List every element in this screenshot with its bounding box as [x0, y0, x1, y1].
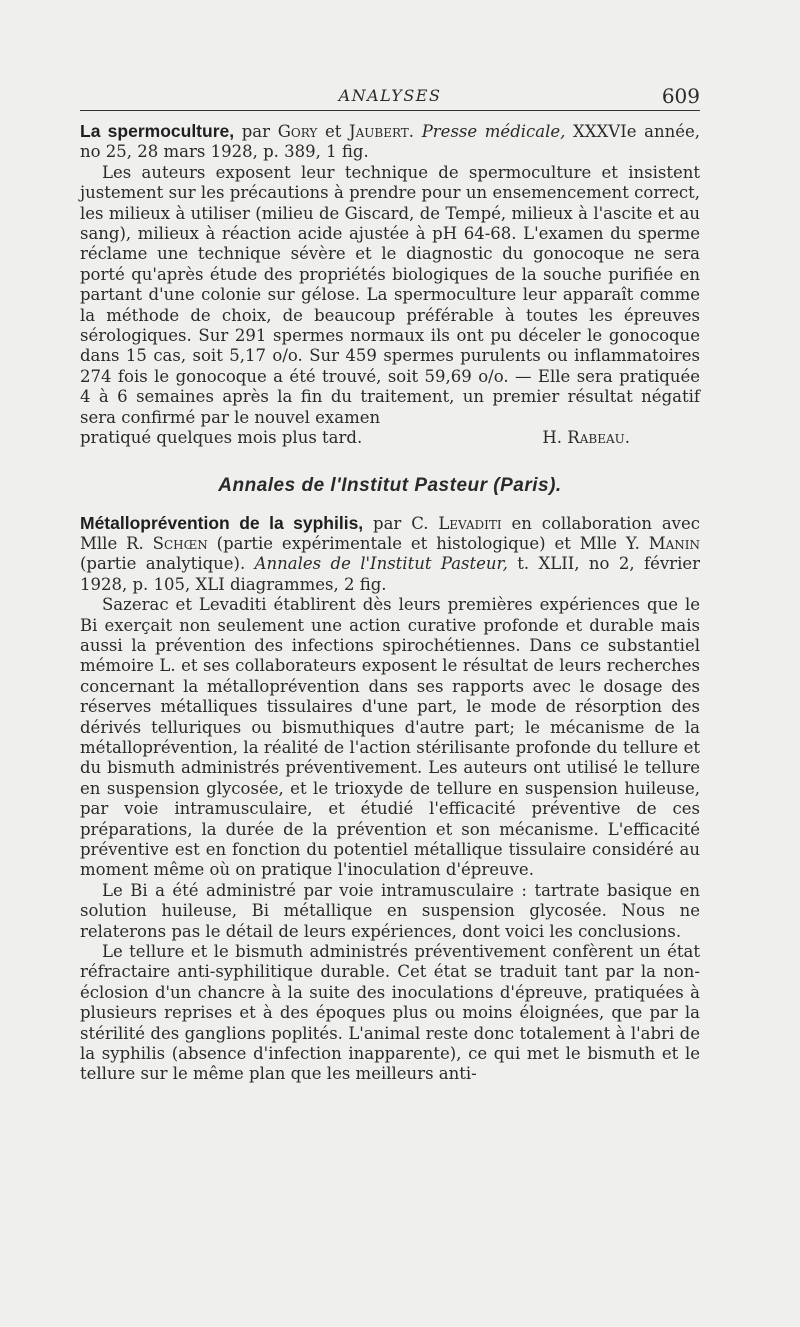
article2-paragraph-2: Le Bi a été administré par voie intramusculaire : tartrate basique en solution huileuse, Bi métallique en suspension glycosée. Nous ne relaterons pas le détail de leurs expériences, dont voici les conclusions.	[80, 880, 700, 941]
running-head	[80, 80, 700, 111]
article2-collab2: (partie expérimentale et histologique) et Mlle	[216, 533, 617, 553]
article2-by: par	[373, 513, 402, 533]
article1-author1: Gory	[277, 122, 318, 141]
article2-author2: R. Schœn	[126, 533, 208, 553]
article2-journal: Annales de l'Institut Pasteur,	[254, 554, 508, 574]
article2-author1: C. Levaditi	[411, 513, 502, 533]
section-heading: Annales de l'Institut Pasteur (Paris).	[218, 474, 562, 496]
running-title: ANALYSES	[338, 86, 442, 105]
article2-title: Métalloprévention de la syphilis,	[80, 512, 364, 533]
journal-page	[80, 80, 700, 1085]
article1-last-line: pratiqué quelques mois plus tard.	[80, 428, 363, 448]
article2-author3: Y. Manin	[625, 533, 701, 553]
article1-signature-line	[80, 428, 700, 448]
article1-body: Les auteurs exposent leur technique de spermoculture et insistent justement sur les précautions à prendre pour un ensemencement correct, les milieux à utiliser (milieu de Giscard, de Tempé, milieux à l'ascite et au sang), milieux à réaction acide ajustée à pH 64-68. L'examen du sperme réclame une technique sévère et le diagnostic du gonocoque ne sera porté qu'après étude des propriétés biologiques de la souche purifiée en partant d'une colonie sur gélose. La spermoculture leur apparaît comme la méthode de choix, de beaucoup préférable à toutes les épreuves sérologiques. Sur 291 spermes normaux ils ont pu déceler le gonocoque dans 15 cas, soit 5,17 o/o. Sur 459 spermes purulents ou inflammatoires 274 fois le gonocoque a été trouvé, soit 59,69 o/o. — Elle sera pratiquée 4 à 6 semaines après la fin du traitement, un premier résultat négatif sera confirmé par le nouvel examen	[80, 162, 700, 427]
article1-by: par	[241, 122, 271, 141]
article2-collab1: en collaboration avec Mlle	[80, 513, 701, 553]
article1-signature: H. Rabeau.	[542, 428, 630, 448]
article1-and: et	[324, 122, 342, 141]
article1-ref1: XXXVIe année,	[573, 122, 700, 141]
article1-ref2: no 25, 28 mars 1928, p. 389, 1 fig.	[80, 142, 369, 162]
article2-citation	[80, 513, 700, 596]
article1-citation: La spermoculture, par Gory et Jaubert. Presse médicale, XXXVIe année, no 25, 28 mars 1928, p. 389, 1 fig.	[80, 121, 700, 162]
article1-title: La spermoculture,	[80, 121, 235, 141]
article2-collab3: (partie analytique).	[80, 554, 246, 574]
article2-ref: t. XLII, no 2, février 1928, p. 105, XLI diagrammes, 2 fig.	[80, 554, 700, 594]
article2-paragraph-3: Le tellure et le bismuth administrés préventivement confèrent un état réfractaire anti-syphilitique durable. Cet état se traduit tant par la non-éclosion d'un chancre à la suite des inoculations d'épreuve, pratiquées à plusieurs reprises et à des époques plus ou moins éloignées, que par la stérilité des ganglions poplités. L'animal reste donc totalement à l'abri de la syphilis (absence d'infection inapparente), ce qui met le bismuth et le tellure sur le même plan que les meilleurs anti-	[80, 942, 700, 1084]
article1-journal: Presse médicale,	[421, 122, 566, 141]
page-number: 609	[661, 84, 700, 108]
article2-paragraph-1: Sazerac et Levaditi établirent dès leurs premières expériences que le Bi exerçait non seulement une action curative profonde et durable mais aussi la prévention des infections spirochétiennes. Dans ce substantiel mémoire L. et ses collaborateurs exposent le résultat de leurs recherches concernant la métalloprévention dans ses rapports avec le dosage des réserves métalliques tissulaires d'une part, le mode de résorption des dérivés telluriques ou bismuthiques d'autre part; le mécanisme de la métalloprévention, la réalité de l'action stérilisante profonde du tellure et du bismuth administrés préventivement. Les auteurs ont utilisé le tellure en suspension glycosée, et le trioxyde de tellure en suspension huileuse, par voie intramusculaire, et étudié l'efficacité préventive de ces préparations, la durée de la prévention et son mécanisme. L'efficacité préventive est en fonction du potentiel métallique tissulaire considéré au moment même où on pratique l'inoculation d'épreuve.	[80, 595, 700, 880]
article1-author2: Jaubert	[348, 122, 409, 141]
